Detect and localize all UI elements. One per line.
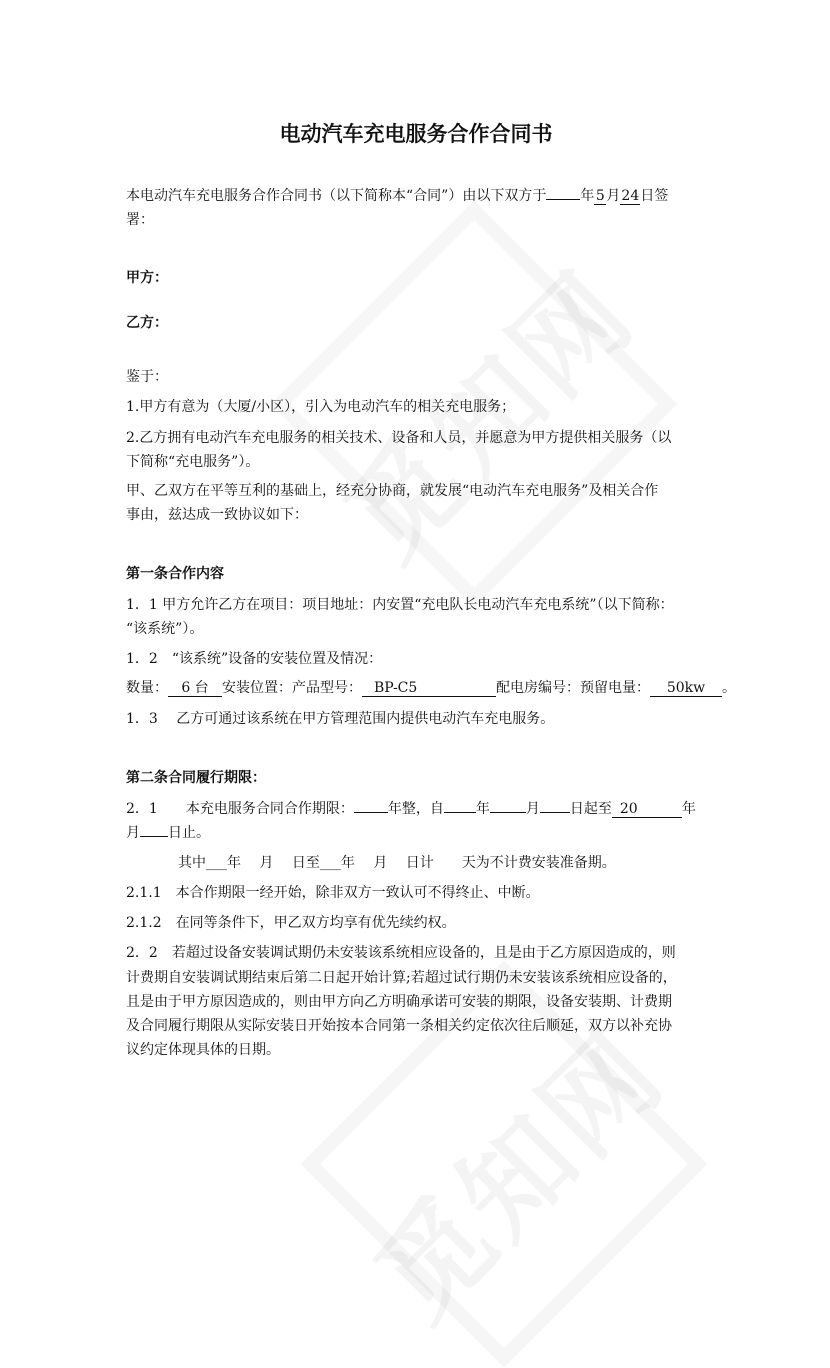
clause-1-3: 1．3 乙方可通过该系统在甲方管理范围内提供电动汽车充电服务。 — [126, 711, 555, 727]
party-b-label: 乙方： — [126, 315, 168, 331]
whereas-heading: 鉴于： — [126, 369, 168, 385]
clause-2-2-cont: 且是由于甲方原因造成的，则由甲方向乙方明确承诺可安装的期限，设备安装期、计费期 — [126, 994, 672, 1010]
document-title: 电动汽车充电服务合作合同书 — [279, 122, 553, 146]
clause-2-2-cont: 议约定体现具体的日期。 — [126, 1042, 280, 1058]
clause-2-1-cont: 月 日止。 — [126, 825, 210, 841]
clause-2-2-cont: 计费期自安装调试期结束后第二日起开始计算;若超过试行期仍未安装该系统相应设备的， — [126, 970, 677, 986]
intro-line-1: 本电动汽车充电服务合作合同书（以下简称本“合同”）由以下双方于 年 5 月24日签 — [126, 188, 669, 204]
whereas-item-3-cont: 事由，兹达成一致协议如下： — [126, 507, 308, 523]
power-value: 50kw — [650, 680, 722, 697]
end-month-blank — [140, 836, 168, 837]
party-a-label: 甲方： — [126, 270, 168, 286]
clause-1-1-cont: “该系统”）。 — [126, 621, 204, 637]
whereas-item-3: 甲、乙双方在平等互利的基础上，经充分协商，就发展“电动汽车充电服务”及相关合作 — [126, 483, 659, 499]
clause-2-1: 2．1 本充电服务合同合作期限： 年整，自 年 月 日起至 20 年 — [126, 801, 696, 817]
equipment-details: 数量： 6 台 安装位置：产品型号： BP-C5 配电房编号：预留电量： 50kw 。 — [126, 680, 736, 696]
quantity-value: 6 台 — [168, 680, 222, 697]
watermark — [335, 990, 693, 1348]
sign-month: 5 — [595, 188, 605, 204]
start-year-blank — [444, 812, 476, 813]
clause-2-1-2: 2.1.2 在同等条件下，甲乙双方均享有优先续约权。 — [126, 915, 456, 931]
start-month-blank — [490, 812, 526, 813]
term-years-blank — [354, 812, 388, 813]
end-year-value: 20 — [612, 801, 682, 818]
blank-year — [546, 199, 580, 200]
clause-1-1: 1．1 甲方允许乙方在项目：项目地址：内安置“充电队长电动汽车充电系统”（以下简称： — [126, 597, 674, 613]
clause-2-1-1: 2.1.1 本合作期限一经开始，除非双方一致认可不得终止、中断。 — [126, 885, 540, 901]
clause-2-2-cont: 及合同履行期限从实际安装日开始按本合同第一条相关约定依次往后顺延，双方以补充协 — [126, 1018, 672, 1034]
article-1-heading: 第一条合作内容 — [126, 566, 224, 582]
article-2-heading: 第二条合同履行期限： — [126, 770, 266, 786]
model-value: BP-C5 — [362, 680, 496, 697]
install-period-line: 其中___年 月 日至___年 月 日计 天为不计费安装准备期。 — [178, 855, 616, 871]
intro-line-2: 署： — [126, 212, 154, 228]
clause-1-2: 1．2 “该系统”设备的安装位置及情况： — [126, 651, 383, 667]
sign-day: 24 — [621, 188, 640, 204]
whereas-item-2-cont: 下简称“充电服务”）。 — [126, 454, 260, 470]
start-day-blank — [540, 812, 570, 813]
whereas-item-2: 2.乙方拥有电动汽车充电服务的相关技术、设备和人员，并愿意为甲方提供相关服务（以 — [126, 430, 672, 446]
clause-2-2: 2．2 若超过设备安装调试期仍未安装该系统相应设备的，且是由于乙方原因造成的，则 — [126, 945, 676, 961]
whereas-item-1: 1.甲方有意为（大厦/小区），引入为电动汽车的相关充电服务； — [126, 399, 516, 415]
